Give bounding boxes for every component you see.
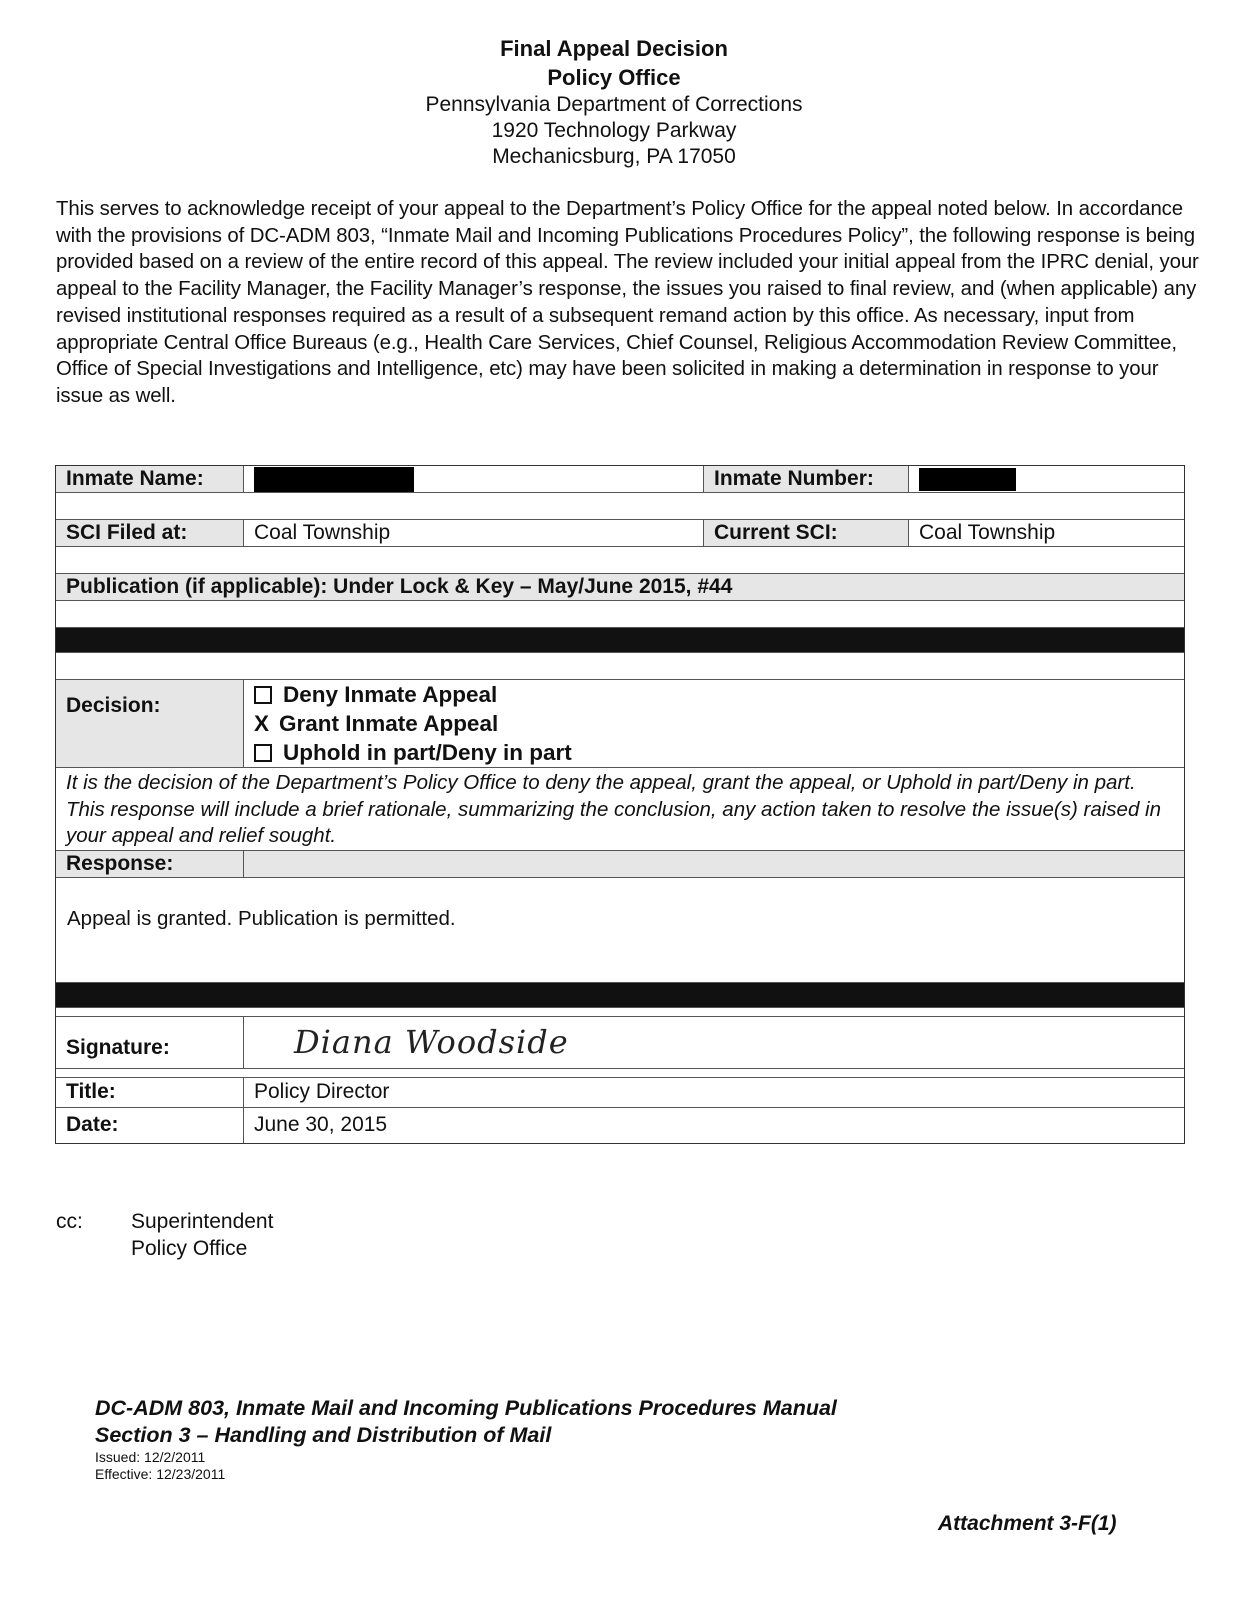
document-header — [0, 34, 1228, 170]
inmate-name-value — [243, 466, 703, 492]
spacer-row — [56, 601, 1184, 628]
signature-value: Diana Woodside — [243, 1017, 1184, 1068]
current-sci-value: Coal Township — [908, 520, 1184, 546]
spacer-row — [56, 493, 1184, 520]
spacer-row — [56, 1069, 1184, 1078]
response-header-fill — [243, 851, 1184, 877]
title-row — [56, 1078, 1184, 1108]
inmate-name-label: Inmate Name: — [56, 466, 243, 492]
city-address: Mechanicsburg, PA 17050 — [492, 145, 736, 168]
redaction-block — [919, 468, 1016, 491]
date-label: Date: — [66, 1113, 119, 1136]
signature-row — [56, 1017, 1184, 1069]
footer-manual-title: DC-ADM 803, Inmate Mail and Incoming Publications Procedures Manual — [95, 1396, 837, 1420]
inmate-number-label: Inmate Number: — [703, 466, 908, 492]
decision-note: It is the decision of the Department’s Policy Office to deny the appeal, grant the appeal, or Uphold in part/Deny in part. This response will include a brief rationale, summarizing the conclusion, any action taken to resolve the issue(s) raised in your appeal and relief sought. — [56, 768, 1184, 851]
spacer-row — [56, 547, 1184, 574]
signature-label: Signature: — [66, 1035, 170, 1059]
intro-paragraph: This serves to acknowledge receipt of your appeal to the Department’s Policy Office for the appeal noted below. In accordance with the provisions of DC-ADM 803, “Inmate Mail and Incoming Publications Procedures Policy”, the following response is being provided based on a review of the entire record of this appeal. The review included your initial appeal from the IPRC denial, your appeal to the Facility Manager, the Facility Manager’s response, the issues you raised to final review, and (when applicable) any revised institutional responses required as a result of a subsequent remand action by this office. As necessary, input from appropriate Central Office Bureaus (e.g., Health Care Services, Chief Counsel, Religious Accommodation Review Committee, Office of Special Investigations and Intelligence, etc) may have been solicited in making a determination in response to your issue as well. — [56, 198, 1199, 407]
current-sci-label: Current SCI: — [703, 520, 908, 546]
document-footer — [95, 1395, 837, 1483]
publication-label: Publication (if applicable): Under Lock & Key – May/June 2015, #44 — [56, 574, 1184, 600]
street-address: 1920 Technology Parkway — [491, 119, 737, 142]
date-value: June 30, 2015 — [243, 1108, 1184, 1143]
inmate-number-value — [908, 466, 1184, 492]
document-title: Final Appeal Decision — [500, 36, 728, 61]
sci-filed-label: SCI Filed at: — [56, 520, 243, 546]
decision-option-grant[interactable]: X Grant Inmate Appeal — [254, 711, 499, 736]
cc-recipients — [131, 1208, 273, 1262]
title-value: Policy Director — [243, 1078, 1184, 1107]
decision-label: Decision: — [56, 680, 243, 767]
decision-options — [243, 680, 1184, 767]
cc-recipient: Policy Office — [131, 1237, 248, 1260]
spacer-row — [56, 653, 1184, 680]
organization-name: Pennsylvania Department of Corrections — [425, 93, 803, 116]
appeal-form — [55, 465, 1185, 1144]
sci-row — [56, 520, 1184, 547]
decision-option-deny[interactable]: Deny Inmate Appeal — [254, 680, 497, 709]
sci-filed-value: Coal Township — [243, 520, 703, 546]
response-header-row — [56, 851, 1184, 878]
spacer-row — [56, 1008, 1184, 1017]
title-label: Title: — [66, 1080, 116, 1103]
cc-block — [56, 1208, 273, 1262]
date-row — [56, 1108, 1184, 1143]
footer-issued-date: Issued: 12/2/2011 — [95, 1449, 206, 1465]
footer-effective-date: Effective: 12/23/2011 — [95, 1466, 226, 1482]
response-label: Response: — [56, 851, 243, 877]
checkbox-empty-icon — [254, 744, 272, 762]
cc-recipient: Superintendent — [131, 1210, 274, 1233]
decision-option-uphold[interactable]: Uphold in part/Deny in part — [254, 738, 572, 767]
footer-section-title: Section 3 – Handling and Distribution of Mail — [95, 1423, 552, 1447]
checkbox-empty-icon — [254, 686, 272, 704]
publication-row — [56, 574, 1184, 601]
decision-row — [56, 680, 1184, 768]
redaction-block — [254, 467, 414, 492]
cc-label: cc: — [56, 1210, 83, 1233]
section-divider-bar — [56, 628, 1184, 653]
checkmark-x: X — [254, 711, 270, 736]
section-divider-bar — [56, 983, 1184, 1008]
inmate-row — [56, 466, 1184, 493]
response-text: Appeal is granted. Publication is permitted. — [56, 878, 1184, 983]
document-subtitle: Policy Office — [547, 65, 681, 90]
attachment-label: Attachment 3-F(1) — [938, 1512, 1117, 1535]
